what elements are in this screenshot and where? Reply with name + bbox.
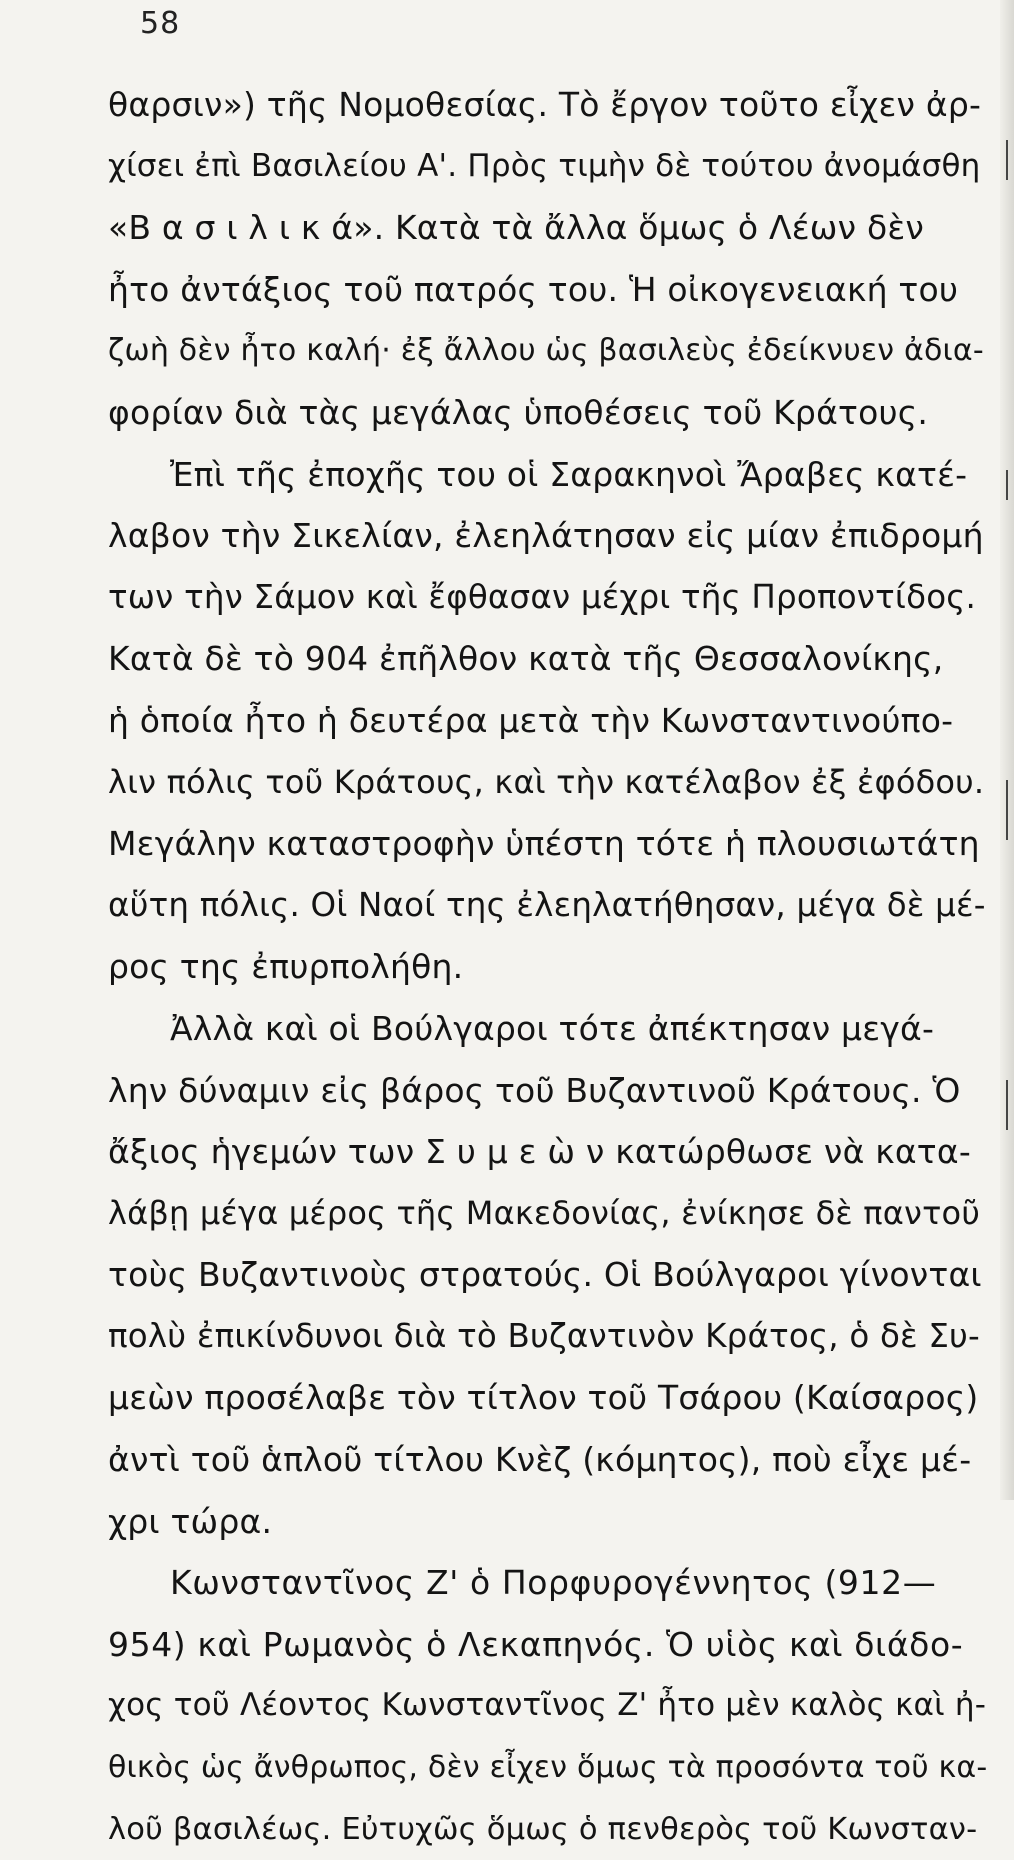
text-line: Μεγάλην καταστροφὴν ὑπέστη τότε ἡ πλουσιωτάτη — [108, 824, 980, 864]
text-line: ἦτο ἀντάξιος τοῦ πατρός του. Ἡ οἰκογενειακή του — [108, 269, 959, 309]
text-line: θικὸς ὡς ἄνθρωπος, δὲν εἶχεν ὅμως τὰ προσόντα τοῦ κα- — [108, 1750, 988, 1786]
text-body — [108, 74, 988, 1860]
section-heading-line: Κωνσταντῖνος Ζ' ὁ Πορφυρογέννητος (912— — [170, 1563, 937, 1603]
paragraph-start-line: Ἀλλὰ καὶ οἱ Βούλγαροι τότε ἀπέκτησαν μεγά- — [170, 1008, 935, 1048]
page-edge-mark — [1006, 780, 1008, 840]
text-line: ζωὴ δὲν ἦτο καλή· ἐξ ἄλλου ὡς βασιλεὺς ἐδείκνυεν ἀδια- — [108, 333, 984, 369]
text-line: ἡ ὁποία ἦτο ἡ δευτέρα μετὰ τὴν Κωνσταντινούπο- — [108, 700, 954, 740]
text-line: Κατὰ δὲ τὸ 904 ἐπῆλθον κατὰ τῆς Θεσσαλονίκης, — [108, 639, 944, 679]
text-line: λην δύναμιν εἰς βάρος τοῦ Βυζαντινοῦ Κράτους. Ὁ — [108, 1070, 961, 1110]
text-line: χος τοῦ Λέοντος Κωνσταντῖνος Ζ' ἦτο μὲν καλὸς καὶ ἠ- — [108, 1687, 987, 1724]
page-edge-mark — [1006, 1080, 1008, 1130]
text-line: χρι τώρα. — [108, 1501, 273, 1541]
paragraph-start-line: Ἐπὶ τῆς ἐποχῆς του οἱ Σαρακηνοὶ Ἄραβες κατέ- — [170, 454, 968, 494]
page-edge-mark — [1006, 140, 1008, 180]
text-line: φορίαν διὰ τὰς μεγάλας ὑποθέσεις τοῦ Κράτους. — [108, 392, 929, 432]
text-line: ἄξιος ἡγεμών των Σ υ μ ε ὼ ν κατώρθωσε νὰ κατα- — [108, 1132, 971, 1172]
section-heading-line: 954) καὶ Ρωμανὸς ὁ Λεκαπηνός. Ὁ υἱὸς καὶ διάδο- — [108, 1624, 964, 1664]
text-line: «Β α σ ι λ ι κ ά». Κατὰ τὰ ἄλλα ὅμως ὁ Λέων δὲν — [108, 208, 925, 248]
page-number: 58 — [140, 6, 181, 41]
text-line: των τὴν Σάμον καὶ ἔφθασαν μέχρι τῆς Προποντίδος. — [108, 577, 977, 616]
text-line: αὕτη πόλις. Οἱ Ναοί της ἐλεηλατήθησαν, μέγα δὲ μέ- — [108, 885, 986, 924]
text-line: τοὺς Βυζαντινοὺς στρατούς. Οἱ Βούλγαροι γίνονται — [108, 1255, 982, 1295]
text-line: λάβῃ μέγα μέρος τῆς Μακεδονίας, ἐνίκησε δὲ παντοῦ — [108, 1193, 981, 1232]
text-line: ἀντὶ τοῦ ἁπλοῦ τίτλου Κνὲζ (κόμητος), ποὺ εἶχε μέ- — [108, 1440, 972, 1480]
page-edge-mark — [1006, 470, 1008, 500]
text-line: μεὼν προσέλαβε τὸν τίτλον τοῦ Τσάρου (Καίσαρος) — [108, 1378, 979, 1418]
text-line: θαρσιν») τῆς Νομοθεσίας. Τὸ ἔργον τοῦτο εἶχεν ἀρ- — [108, 85, 982, 124]
text-line: πολὺ ἐπικίνδυνοι διὰ τὸ Βυζαντινὸν Κράτος, ὁ δὲ Συ- — [108, 1316, 980, 1355]
text-line: λοῦ βασιλέως. Εὐτυχῶς ὅμως ὁ πενθερὸς τοῦ Κωνσταν- — [108, 1811, 978, 1847]
text-line: χίσει ἐπὶ Βασιλείου Α'. Πρὸς τιμὴν δὲ τούτου ἀνομάσθη — [108, 147, 981, 184]
text-line: λιν πόλις τοῦ Κράτους, καὶ τὴν κατέλαβον ἐξ ἐφόδου. — [108, 762, 985, 801]
text-line: λαβον τὴν Σικελίαν, ἐλεηλάτησαν εἰς μίαν ἐπιδρομή — [108, 516, 984, 556]
page-edge-shadow — [1000, 0, 1014, 1500]
text-line: ρος της ἐπυρπολήθη. — [108, 947, 464, 987]
